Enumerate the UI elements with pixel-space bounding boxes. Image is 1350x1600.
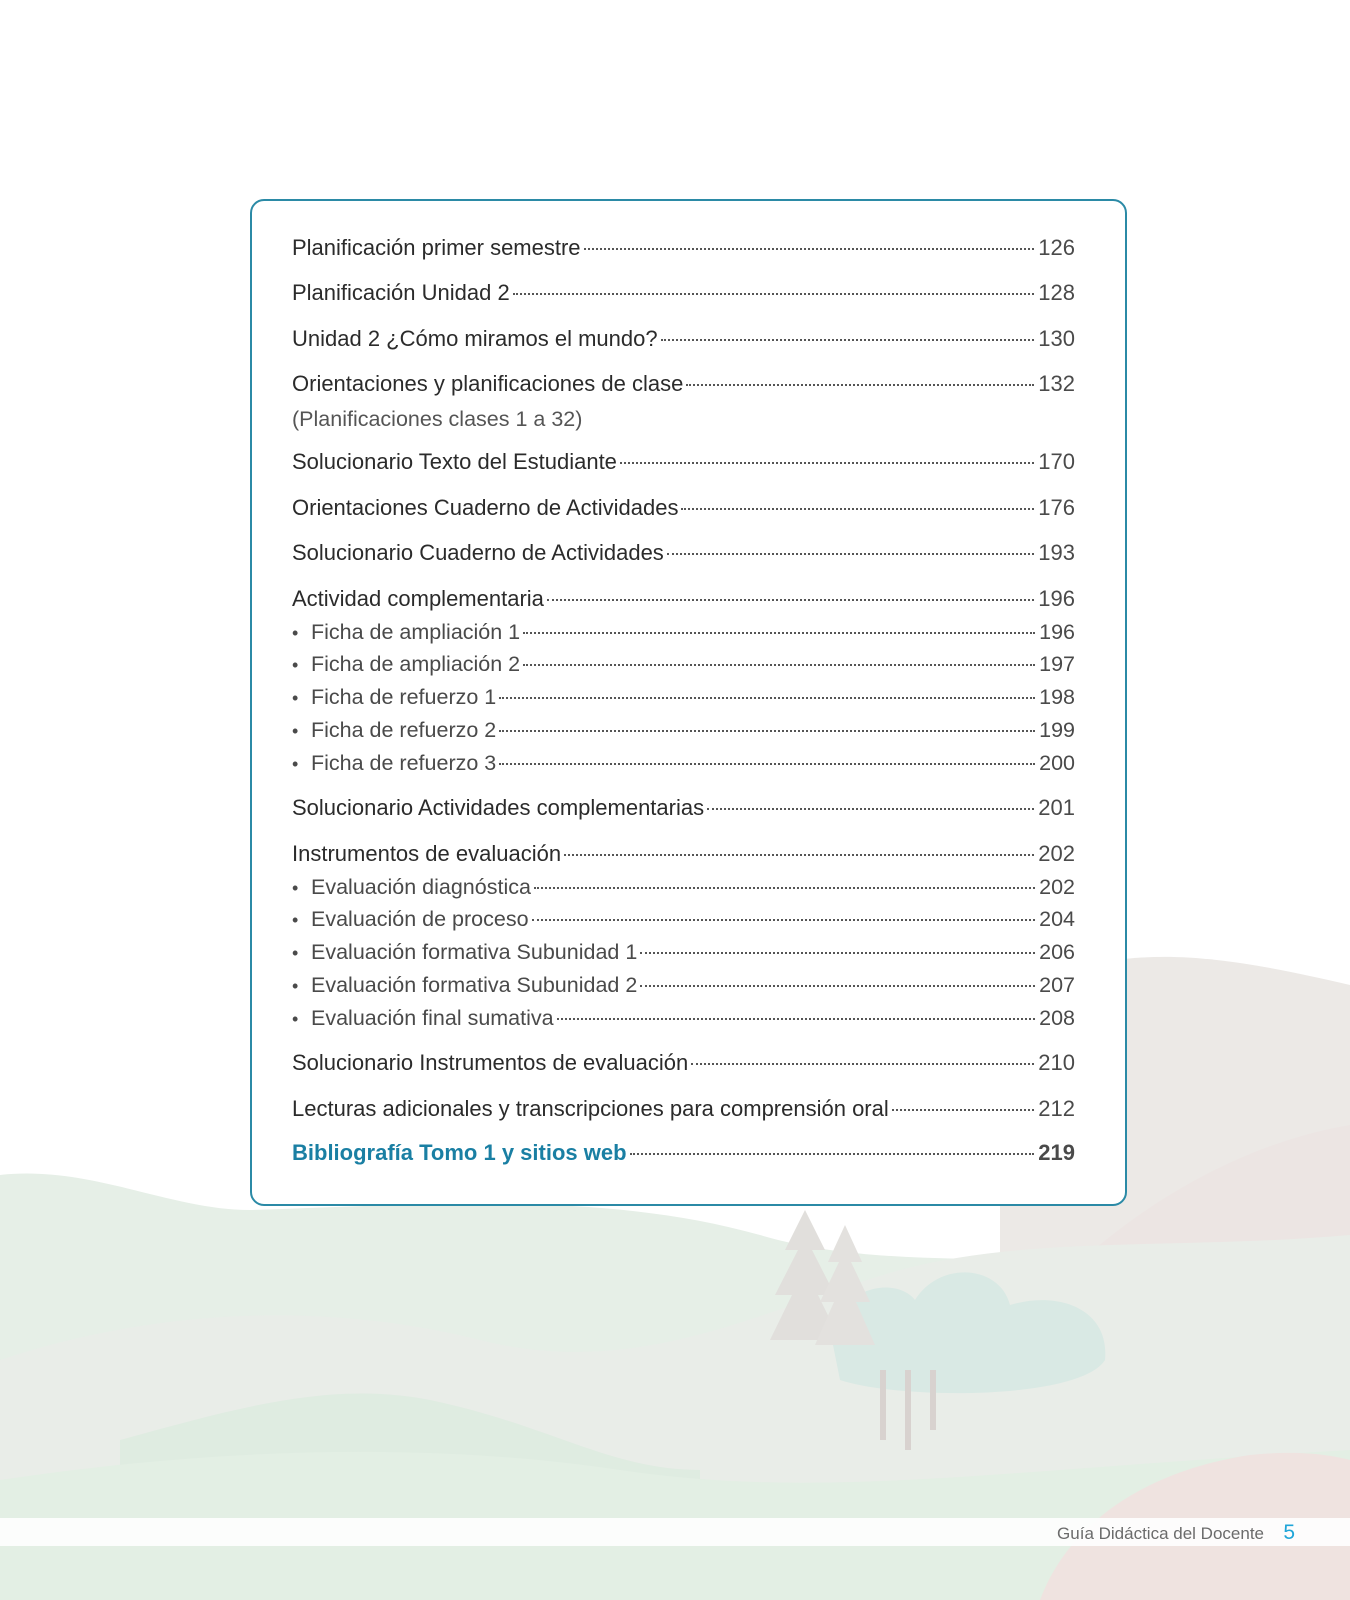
toc-entry-page: 201 — [1038, 795, 1075, 820]
dot-leader — [513, 293, 1035, 295]
toc-entry-page: 210 — [1038, 1050, 1075, 1075]
toc-entry-page: 130 — [1038, 326, 1075, 351]
toc-entry-title: Ficha de refuerzo 1 — [311, 685, 497, 709]
footer-book-title: Guía Didáctica del Docente — [1057, 1524, 1264, 1543]
dot-leader — [681, 508, 1034, 510]
tree-trunk-c — [930, 1370, 936, 1430]
toc-entry-page: 202 — [1039, 875, 1075, 899]
toc-entry-page: 193 — [1038, 540, 1075, 565]
toc-entry-title: Planificación Unidad 2 — [292, 280, 510, 305]
dot-leader — [523, 632, 1035, 634]
dot-leader — [584, 248, 1035, 250]
toc-subentry-evaluacion-formativa-2[interactable] — [292, 972, 1075, 999]
dot-leader — [640, 952, 1035, 954]
table-of-contents-box — [250, 199, 1127, 1206]
toc-entry-title: Orientaciones Cuaderno de Actividades — [292, 495, 679, 520]
bullet-icon: • — [292, 721, 299, 741]
toc-subentry-evaluacion-diagnostica[interactable] — [292, 874, 1075, 901]
toc-entry-page: 196 — [1039, 620, 1075, 644]
dot-leader — [523, 664, 1035, 666]
toc-entry-title: Evaluación final sumativa — [311, 1006, 554, 1030]
toc-entry-page: 204 — [1039, 907, 1075, 931]
bullet-icon: • — [292, 878, 299, 898]
toc-entry-title: Planificación primer semestre — [292, 235, 581, 260]
toc-entry-planificacion-primer-semestre[interactable] — [292, 235, 1075, 261]
dot-leader — [620, 462, 1034, 464]
toc-entry-page: 208 — [1039, 1006, 1075, 1030]
bullet-icon: • — [292, 754, 299, 774]
toc-entry-page: 196 — [1038, 586, 1075, 611]
toc-entry-title: Solucionario Cuaderno de Actividades — [292, 540, 664, 565]
toc-entry-title: Solucionario Texto del Estudiante — [292, 449, 617, 474]
toc-entry-page: 126 — [1038, 235, 1075, 260]
toc-entry-title: Ficha de ampliación 2 — [311, 652, 521, 676]
toc-subentry-ficha-ampliacion-2[interactable] — [292, 651, 1075, 678]
toc-entry-page: 197 — [1039, 652, 1075, 676]
toc-entry-solucionario-cuaderno[interactable] — [292, 540, 1075, 566]
dot-leader — [532, 919, 1036, 921]
bullet-icon: • — [292, 688, 299, 708]
bullet-icon: • — [292, 623, 299, 643]
toc-entry-page: 212 — [1038, 1096, 1075, 1121]
toc-entry-page: 170 — [1038, 449, 1075, 474]
dot-leader — [534, 887, 1035, 889]
toc-entry-title: Unidad 2 ¿Cómo miramos el mundo? — [292, 326, 658, 351]
toc-subentry-ficha-ampliacion-1[interactable] — [292, 619, 1075, 646]
toc-subentry-evaluacion-formativa-1[interactable] — [292, 939, 1075, 966]
toc-entry-page: 128 — [1038, 280, 1075, 305]
toc-entry-title: Ficha de refuerzo 3 — [311, 751, 497, 775]
dot-leader — [640, 985, 1035, 987]
toc-entry-title: Evaluación formativa Subunidad 2 — [311, 973, 638, 997]
dot-leader — [691, 1063, 1034, 1065]
toc-entry-title: Ficha de refuerzo 2 — [311, 718, 497, 742]
dot-leader — [499, 697, 1035, 699]
dot-leader — [892, 1109, 1035, 1111]
toc-entry-planificacion-unidad-2[interactable] — [292, 280, 1075, 306]
toc-subentry-ficha-refuerzo-2[interactable] — [292, 717, 1075, 744]
toc-entry-page: 206 — [1039, 940, 1075, 964]
dot-leader — [686, 384, 1034, 386]
toc-entry-page: 198 — [1039, 685, 1075, 709]
dot-leader — [547, 599, 1034, 601]
toc-entry-bibliografia[interactable] — [292, 1140, 1075, 1166]
dot-leader — [499, 730, 1035, 732]
tree-trunk-b — [905, 1370, 911, 1450]
footer-page-number: 5 — [1283, 1521, 1295, 1544]
toc-entry-orientaciones-cuaderno[interactable] — [292, 495, 1075, 521]
toc-entry-page: 200 — [1039, 751, 1075, 775]
dot-leader — [557, 1018, 1036, 1020]
toc-entry-page: 219 — [1038, 1140, 1075, 1165]
bullet-icon: • — [292, 976, 299, 996]
dot-leader — [707, 808, 1034, 810]
toc-entry-actividad-complementaria[interactable] — [292, 586, 1075, 612]
toc-entry-page: 207 — [1039, 973, 1075, 997]
toc-subentry-ficha-refuerzo-1[interactable] — [292, 684, 1075, 711]
bullet-icon: • — [292, 655, 299, 675]
toc-entry-title: Orientaciones y planificaciones de clase — [292, 371, 684, 396]
toc-entry-unidad-2[interactable] — [292, 326, 1075, 352]
toc-entry-page: 202 — [1038, 841, 1075, 866]
toc-entry-note: (Planificaciones clases 1 a 32) — [292, 407, 583, 431]
toc-entry-title: Evaluación de proceso — [311, 907, 529, 931]
toc-entry-title: Ficha de ampliación 1 — [311, 620, 521, 644]
toc-entry-solucionario-actividades[interactable] — [292, 795, 1075, 821]
toc-entry-title: Evaluación formativa Subunidad 1 — [311, 940, 638, 964]
toc-entry-orientaciones-planificaciones[interactable] — [292, 371, 1075, 397]
toc-list — [292, 201, 1075, 1204]
toc-entry-title: Solucionario Instrumentos de evaluación — [292, 1050, 689, 1075]
toc-entry-page: 199 — [1039, 718, 1075, 742]
toc-entry-title: Solucionario Actividades complementarias — [292, 795, 705, 820]
dot-leader — [661, 339, 1035, 341]
toc-entry-title: Actividad complementaria — [292, 586, 544, 611]
bullet-icon: • — [292, 1009, 299, 1029]
toc-entry-title: Instrumentos de evaluación — [292, 841, 562, 866]
toc-entry-page: 132 — [1038, 371, 1075, 396]
toc-entry-title: Evaluación diagnóstica — [311, 875, 531, 899]
toc-entry-solucionario-instrumentos[interactable] — [292, 1050, 1075, 1076]
toc-subentry-evaluacion-proceso[interactable] — [292, 906, 1075, 933]
toc-entry-instrumentos-evaluacion[interactable] — [292, 841, 1075, 867]
toc-entry-solucionario-texto[interactable] — [292, 449, 1075, 475]
toc-entry-title: Bibliografía Tomo 1 y sitios web — [292, 1140, 627, 1165]
dot-leader — [564, 854, 1034, 856]
bullet-icon: • — [292, 910, 299, 930]
bullet-icon: • — [292, 943, 299, 963]
toc-subentry-evaluacion-final[interactable] — [292, 1005, 1075, 1032]
tree-trunk-a — [880, 1370, 886, 1440]
toc-entry-lecturas-adicionales[interactable] — [292, 1096, 1075, 1122]
dot-leader — [630, 1153, 1035, 1155]
dot-leader — [499, 763, 1035, 765]
toc-entry-title: Lecturas adicionales y transcripciones para comprensión oral — [292, 1096, 889, 1121]
toc-entry-page: 176 — [1038, 495, 1075, 520]
toc-subentry-ficha-refuerzo-3[interactable] — [292, 750, 1075, 777]
dot-leader — [667, 553, 1034, 555]
